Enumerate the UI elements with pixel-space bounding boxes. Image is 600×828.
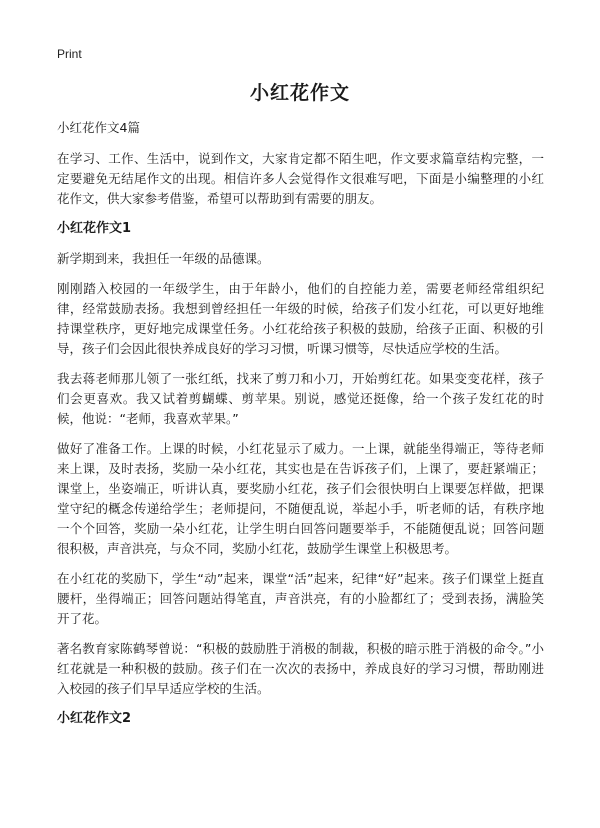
section-heading-1: 小红花作文1	[57, 221, 132, 236]
page-title: 小红花作文	[249, 82, 350, 104]
section-heading-2: 小红花作文2	[57, 711, 132, 726]
article-subtitle: 小红花作文4篇	[57, 120, 140, 135]
section1-paragraph-2: 刚刚踏入校园的一年级学生，由于年龄小，他们的自控能力差，需要老师经常组织纪律，经常鼓励表扬。我想到曾经担任一年级的时候，给孩子们发小红花，可以更好地维持课堂秩序，更好地完成课堂任务。小红花给孩子积极的鼓励，给孩子正面、积极的引导，孩子们会因此很快养成良好的学习习惯，听课习惯等，尽快适应学校的生活。	[57, 281, 544, 356]
section1-paragraph-3: 我去蒋老师那儿领了一张红纸，找来了剪刀和小刀，开始剪红花。如果变变花样，孩子们会更喜欢。我又试着剪蝴蝶、剪苹果。别说，感觉还挺像，给一个孩子发红花的时候，他说：“老师，我喜欢苹果。”	[57, 371, 544, 426]
section1-paragraph-5: 在小红花的奖励下，学生“动”起来，课堂“活”起来，纪律“好”起来。孩子们课堂上挺直腰杆，坐得端正；回答问题站得笔直，声音洪亮，有的小脸都红了；受到表扬，满脸笑开了花。	[57, 571, 544, 626]
article-body	[57, 118, 544, 739]
intro-paragraph: 在学习、工作、生活中，说到作文，大家肯定都不陌生吧，作文要求篇章结构完整，一定要避免无结尾作文的出现。相信许多人会觉得作文很难写吧，下面是小编整理的小红花作文，供大家参考借鉴，希望可以帮助到有需要的朋友。	[57, 151, 544, 206]
print-link[interactable]: Print	[57, 47, 82, 61]
section1-paragraph-4: 做好了准备工作。上课的时候，小红花显示了威力。一上课，就能坐得端正，等待老师来上课，及时表扬，奖励一朵小红花，其实也是在告诉孩子们，上课了，要赶紧端正；课堂上，坐姿端正，听讲认真，要奖励小红花，孩子们会很快明白上课要怎样做，把课堂守纪的概念传递给学生；老师提问，不随便乱说，举起小手，听老师的话，有秩序地一个个回答，奖励一朵小红花，让学生明白回答问题要举手，不能随便乱说；回答问题很积极，声音洪亮，与众不同，奖励小红花，鼓励学生课堂上积极思考。	[57, 441, 544, 556]
section1-paragraph-1: 新学期到来，我担任一年级的品德课。	[57, 251, 270, 266]
section1-paragraph-6: 著名教育家陈鹤琴曾说：“积极的鼓励胜于消极的制裁，积极的暗示胜于消极的命令。”小红花就是一种积极的鼓励。孩子们在一次次的表扬中，养成良好的学习习惯，帮助刚进入校园的孩子们早早适应学校的生活。	[57, 641, 544, 696]
